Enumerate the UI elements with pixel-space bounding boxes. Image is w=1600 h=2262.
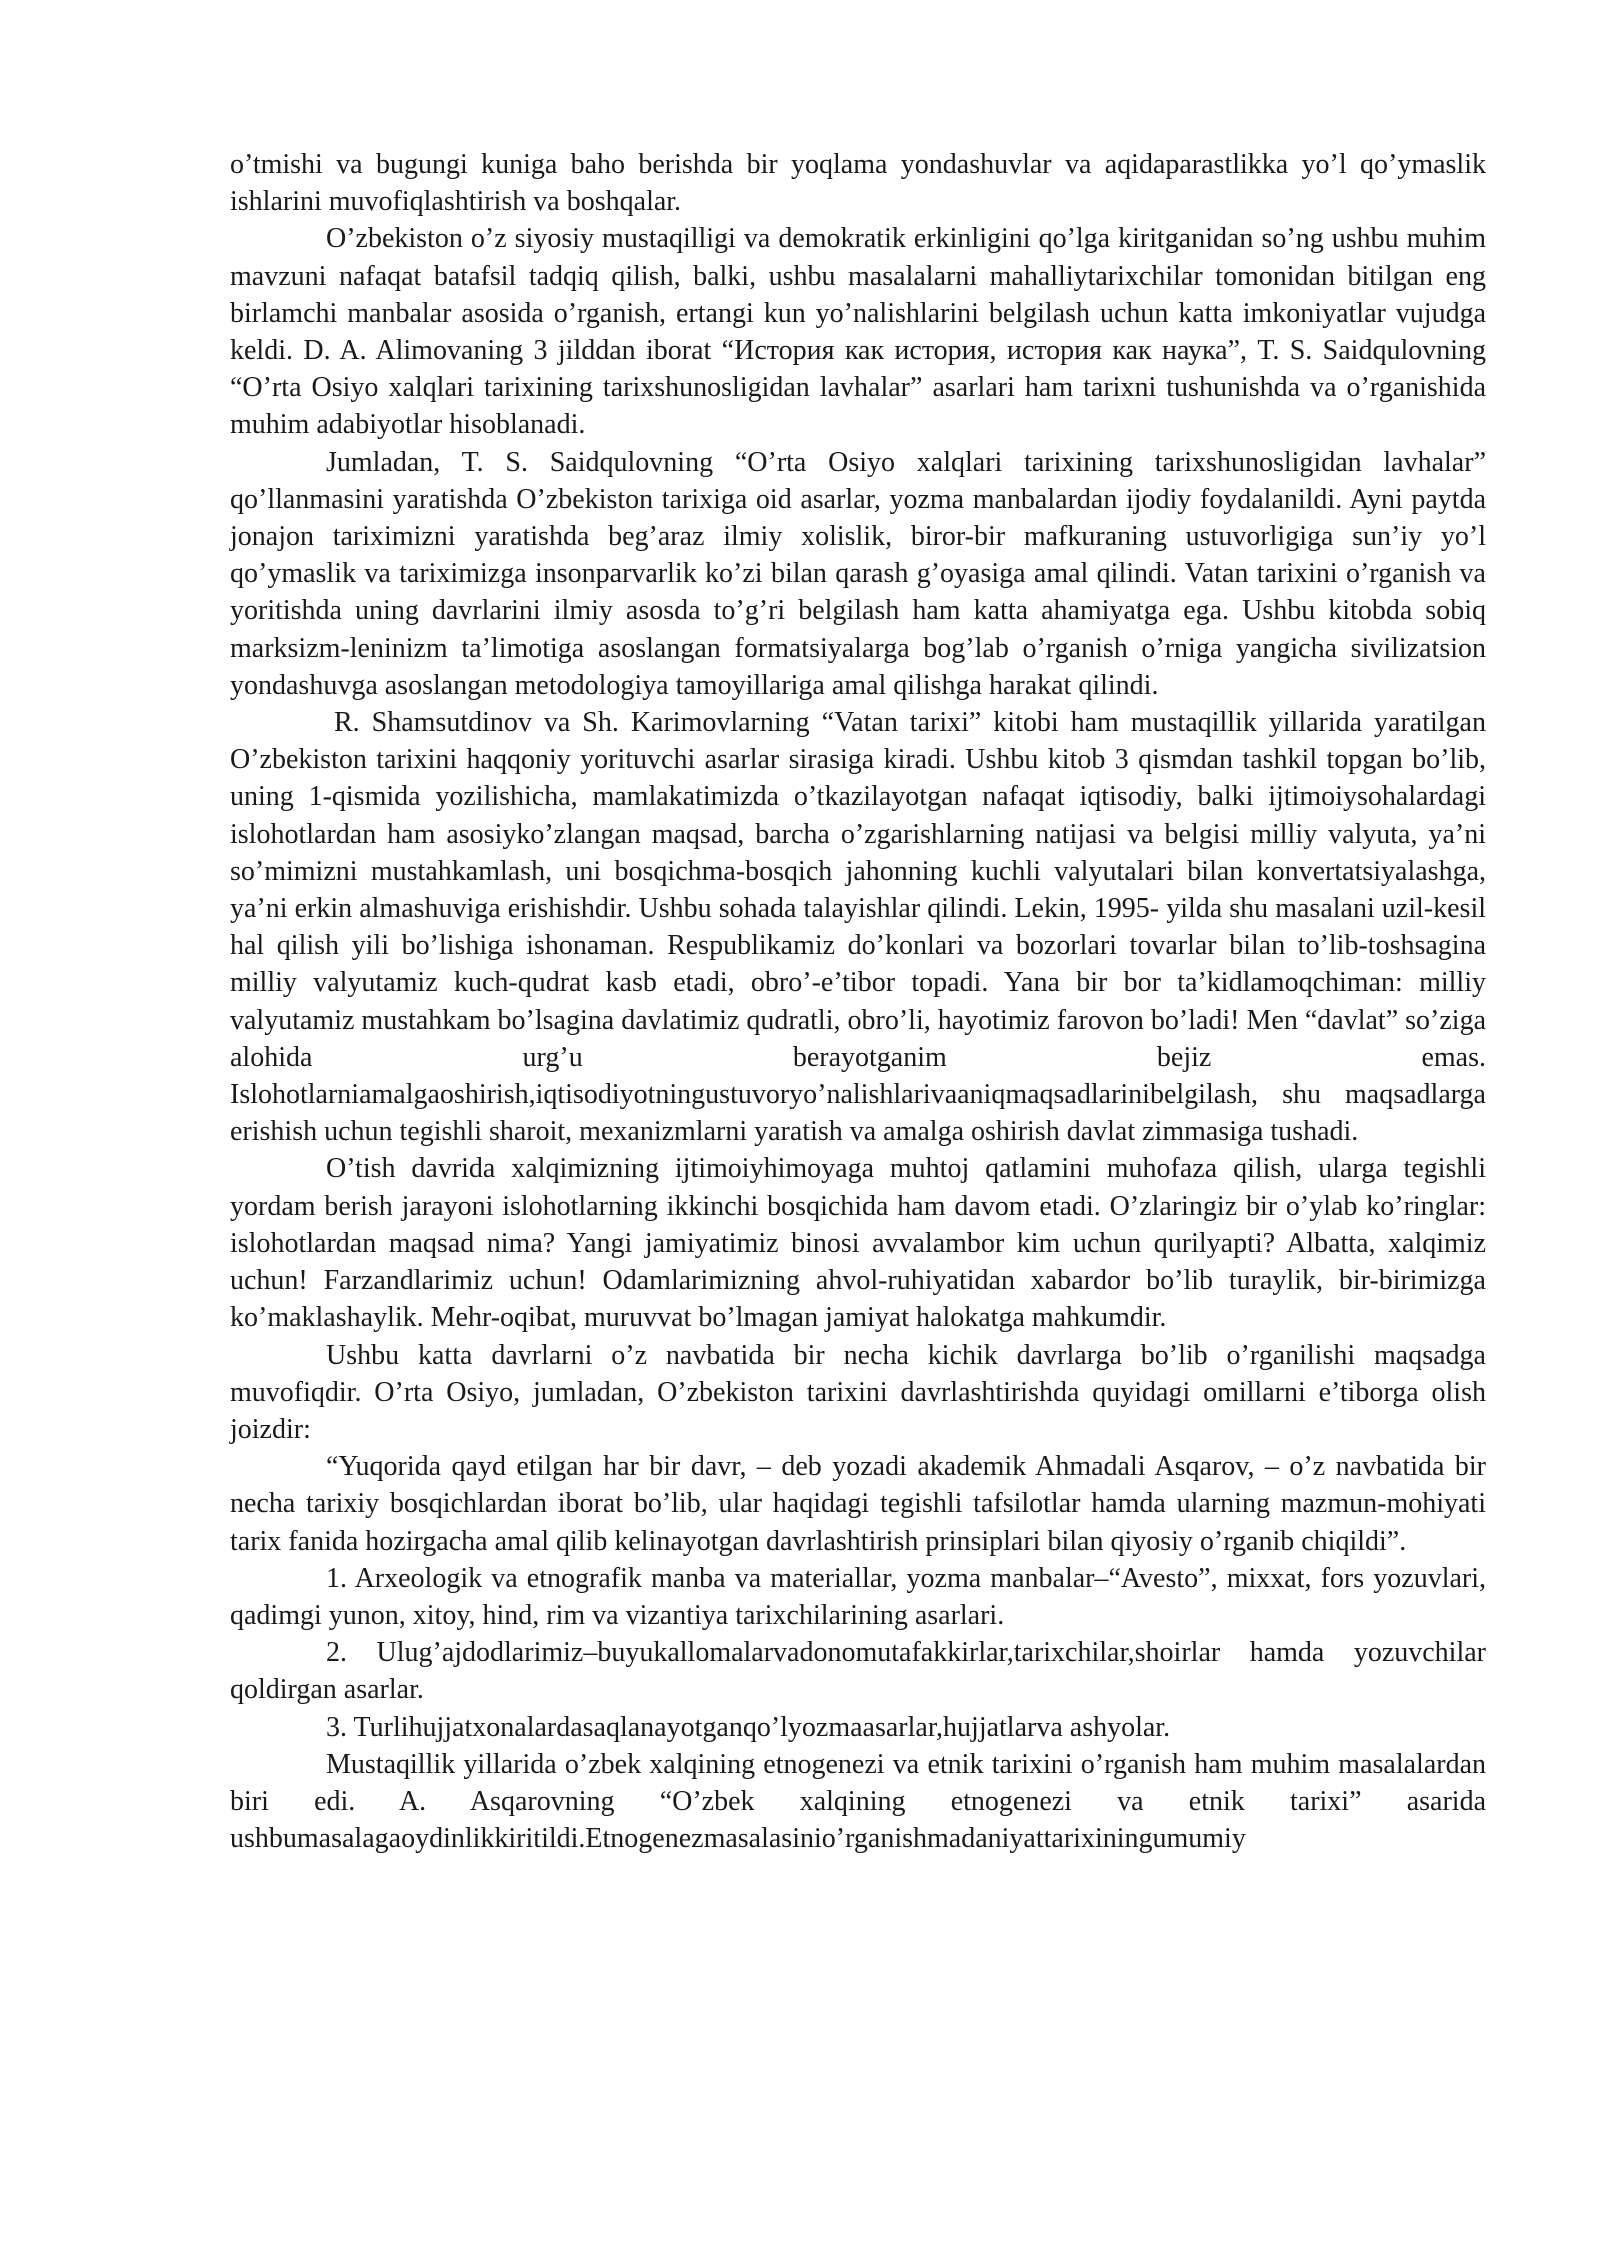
paragraph-ethnogenesis: Mustaqillik yillarida o’zbek xalqining etnogenezi va etnik tarixini o’rganish ham muhim masalalardan biri edi. A. Asqarovning “O’zbek xalqining etnogenezi va etnik tarixi” asarida ushbumasalagaoydinlikkiritildi.Etnogenezmasalasinio’rganishmadaniyattarixiningumumiy: [230, 1748, 1486, 1855]
list-item-2: 2. Ulug’ajdodlarimiz–buyukallomalarvadonomutafakkirlar,tarixchilar,shoirlar hamda yozuvchilar qoldirgan asarlar.: [230, 1637, 1486, 1706]
list-item-3: 3. Turlihujjatxonalardasaqlanayotganqo’lyozmaasarlar,hujjatlarva ashyolar.: [326, 1711, 1171, 1743]
list-item-1: 1. Arxeologik va etnografik manba va materiallar, yozma manbalar–“Avesto”, mixxat, fors yozuvlari, qadimgi yunon, xitoy, hind, rim va vizantiya tarixchilarining asarlari.: [230, 1562, 1486, 1631]
paragraph-shamsutdinov: R. Shamsutdinov va Sh. Karimovlarning “Vatan tarixi” kitobi ham mustaqillik yillarida yaratilgan O’zbekiston tarixini haqqoniy yorituvchi asarlar sirasiga kiradi. Ushbu kitob 3 qismdan tashkil topgan bo’lib, uning 1-qismida yozilishicha, mamlakatimizda o’tkazilayotgan nafaqat iqtisodiy, balki ijtimoiysohalardagi islohotlardan ham asosiyko’zlangan maqsad, barcha o’zgarishlarning natijasi va belgisi milliy valyuta, ya’ni so’mimizni mustahkamlash, uni bosqichma-bosqich jahonning kuchli valyutalari bilan konvertatsiyalashga, ya’ni erkin almashuviga erishishdir. Ushbu sohada talayishlar qilindi. Lekin, 1995- yilda shu masalani uzil-kesil hal qilish yili bo’lishiga ishonaman. Respublikamiz do’konlari va bozorlari tovarlar bilan to’lib-toshsagina milliy valyutamiz kuch-qudrat kasb etadi, obro’-e’tibor topadi. Yana bir bor ta’kidlamoqchiman: milliy valyutamiz mustahkam bo’lsagina davlatimiz qudratli, obro’li, hayotimiz farovon bo’ladi! Men “davlat” so’ziga alohida urg’u berayotganim bejiz emas. Islohotlarniamalgaoshirish,iqtisodiyotningustuvoryo’nalishlarivaaniqmaqsadlarinibelgilash, shu maqsadlarga erishish uchun tegishli sharoit, mexanizmlarni yaratish va amalga oshirish davlat zimmasiga tushadi.: [230, 707, 1486, 1148]
paragraph-independence: O’zbekiston o’z siyosiy mustaqilligi va demokratik erkinligini qo’lga kiritganidan so’ng ushbu muhim mavzuni nafaqat batafsil tadqiq qilish, balki, ushbu masalalarni mahalliytarixchilar tomonidan bitilgan eng birlamchi manbalar asosida o’rganish, ertangi kun yo’nalishlarini belgilash uchun katta imkoniyatlar vujudga keldi. D. A. Alimovaning 3 jilddan iborat “История как история, история как наука”, T. S. Saidqulovning “O’rta Osiyo xalqlari tarixining tarixshunosligidan lavhalar” asarlari ham tarixni tushunishda va o’rganishida muhim adabiyotlar hisoblanadi.: [230, 223, 1486, 441]
paragraph-quote-asqarov: “Yuqorida qayd etilgan har bir davr, – deb yozadi akademik Ahmadali Asqarov, – o’z navbatida bir necha tarixiy bosqichlardan iborat bo’lib, ular haqidagi tegishli tafsilotlar hamda ularning mazmun-mohiyati tarix fanida hozirgacha amal qilib kelinayotgan davrlashtirish prinsiplari bilan qiyosiy o’rganib chiqildi”.: [230, 1451, 1486, 1557]
paragraph-continuation: o’tmishi va bugungi kuniga baho berishda bir yoqlama yondashuvlar va aqidaparastlikka yo’l qo’ymaslik ishlarini muvofiqlashtirish va boshqalar.: [230, 149, 1486, 218]
paragraph-saidqulov: Jumladan, T. S. Saidqulovning “O’rta Osiyo xalqlari tarixining tarixshunosligidan lavhalar” qo’llanmasini yaratishda O’zbekiston tarixiga oid asarlar, yozma manbalardan ijodiy foydalanildi. Ayni paytda jonajon tariximizni yaratishda beg’araz ilmiy xolislik, biror-bir mafkuraning ustuvorligiga sun’iy yo’l qo’ymaslik va tariximizga insonparvarlik ko’zi bilan qarash g’oyasiga amal qilindi. Vatan tarixini o’rganish va yoritishda uning davrlarini ilmiy asosda to’g’ri belgilash ham katta ahamiyatga ega. Ushbu kitobda sobiq marksizm-leninizm ta’limotiga asoslangan formatsiyalarga bog’lab o’rganish o’rniga yangicha sivilizatsion yondashuvga asoslangan metodologiya tamoyillariga amal qilishga harakat qilindi.: [230, 446, 1486, 701]
document-body: [230, 146, 1486, 1857]
paragraph-periods: Ushbu katta davrlarni o’z navbatida bir necha kichik davrlarga bo’lib o’rganilishi maqsadga muvofiqdir. O’rta Osiyo, jumladan, O’zbekiston tarixini davrlashtirishda quyidagi omillarni e’tiborga olish joizdir:: [230, 1339, 1486, 1445]
paragraph-transition: O’tish davrida xalqimizning ijtimoiyhimoyaga muhtoj qatlamini muhofaza qilish, ularga tegishli yordam berish jarayoni islohotlarning ikkinchi bosqichida ham davom etadi. O’zlaringiz bir o’ylab ko’ringlar: islohotlardan maqsad nima? Yangi jamiyatimiz binosi avvalambor kim uchun qurilyapti? Albatta, xalqimiz uchun! Farzandlarimiz uchun! Odamlarimizning ahvol-ruhiyatidan xabardor bo’lib turaylik, bir-birimizga ko’maklashaylik. Mehr-oqibat, muruvvat bo’lmagan jamiyat halokatga mahkumdir.: [230, 1153, 1486, 1334]
